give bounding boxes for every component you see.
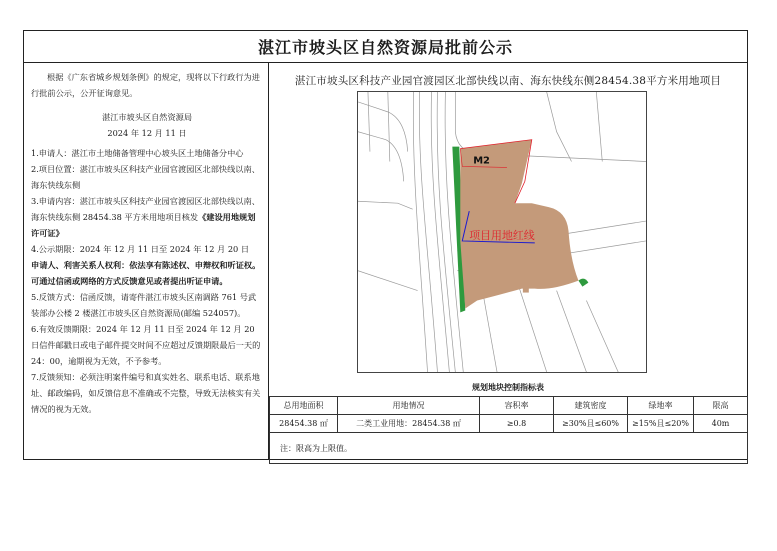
parcel-patch bbox=[523, 287, 529, 293]
value-green-ratio: ≥15%且≤20% bbox=[628, 415, 694, 433]
notice-text-column bbox=[24, 63, 269, 459]
indicator-note-row bbox=[270, 433, 748, 464]
header-plot-ratio: 容积率 bbox=[480, 397, 554, 415]
header-total-area: 总用地面积 bbox=[270, 397, 338, 415]
value-total-area: 28454.38 ㎡ bbox=[270, 415, 338, 433]
item-content-permit: 《建设用地规划许可证》 bbox=[31, 212, 256, 238]
map-section bbox=[269, 63, 747, 459]
header-building-density: 建筑密度 bbox=[554, 397, 628, 415]
value-height-limit: 40m bbox=[694, 415, 748, 433]
redline-label: 项目用地红线 bbox=[469, 228, 535, 242]
item-location: 2.项目位置：湛江市坡头区科技产业园官渡园区北部快线以南、海东快线东侧 bbox=[31, 164, 260, 190]
value-building-density: ≥30%且≤60% bbox=[554, 415, 628, 433]
value-plot-ratio: ≥0.8 bbox=[480, 415, 554, 433]
item-applicant: 1.申请人：湛江市土地储备管理中心坡头区土地储备分中心 bbox=[31, 148, 244, 158]
map-title: 湛江市坡头区科技产业园官渡园区北部快线以南、海东快线东侧28454.38平方米用地项目 bbox=[294, 75, 722, 87]
header-height-limit: 限高 bbox=[694, 397, 748, 415]
value-land-use: 二类工业用地：28454.38 ㎡ bbox=[338, 415, 480, 433]
notice-frame bbox=[23, 30, 748, 460]
indicator-table-title: 规划地块控制指标表 bbox=[472, 382, 544, 392]
item-content-text: 3.申请内容：湛江市坡头区科技产业园官渡园区北部快线以南、海东快线东侧 28454.38 平方米用地项目核发 bbox=[31, 196, 260, 222]
indicator-note: 注：限高为上限值。 bbox=[270, 433, 748, 464]
page-title: 湛江市坡头区自然资源局批前公示 bbox=[24, 31, 747, 63]
indicator-table bbox=[269, 396, 748, 464]
header-green-ratio: 绿地率 bbox=[628, 397, 694, 415]
green-corner bbox=[578, 279, 588, 287]
issue-date: 2024 年 12 月 11 日 bbox=[107, 128, 187, 138]
indicator-value-row bbox=[270, 415, 748, 433]
header-land-use: 用地情况 bbox=[338, 397, 480, 415]
item-feedback-deadline: 6.有效反馈期限：2024 年 12 月 11 日至 2024 年 12 月 20 日信件邮戳日或电子邮件提交时间不应超过反馈期限最后一天的 24：00，逾期视为无效，不予参考。 bbox=[31, 324, 261, 366]
item-feedback-notice: 7.反馈须知：必须注明案件编号和真实姓名、联系电话、联系地址、邮政编码，如反馈信息不准确或不完整，导致无法核实有关情况的视为无效。 bbox=[31, 372, 261, 414]
zone-label: M2 bbox=[473, 155, 490, 167]
indicator-header-row bbox=[270, 397, 748, 415]
site-map bbox=[357, 91, 647, 373]
issuer-name: 湛江市坡头区自然资源局 bbox=[101, 112, 193, 122]
indicator-table-section bbox=[269, 378, 747, 464]
item-rights: 申请人、利害关系人权利：依法享有陈述权、申辩权和听证权。可通过信函或网络的方式反馈意见或者提出听证申请。 bbox=[31, 260, 261, 286]
intro-paragraph: 根据《广东省城乡规划条例》的规定，现将以下行政行为进行批前公示，公开征询意见。 bbox=[31, 72, 260, 98]
item-period: 4.公示期限：2024 年 12 月 11 日至 2024 年 12 月 20 日 bbox=[31, 244, 250, 254]
site-map-svg bbox=[358, 92, 646, 372]
item-content bbox=[31, 193, 263, 241]
item-feedback-method: 5.反馈方式：信函反馈，请寄件湛江市坡头区南调路 761 号武装部办公楼 2 楼湛江市坡头区自然资源局(邮编 524057)。 bbox=[31, 292, 257, 318]
